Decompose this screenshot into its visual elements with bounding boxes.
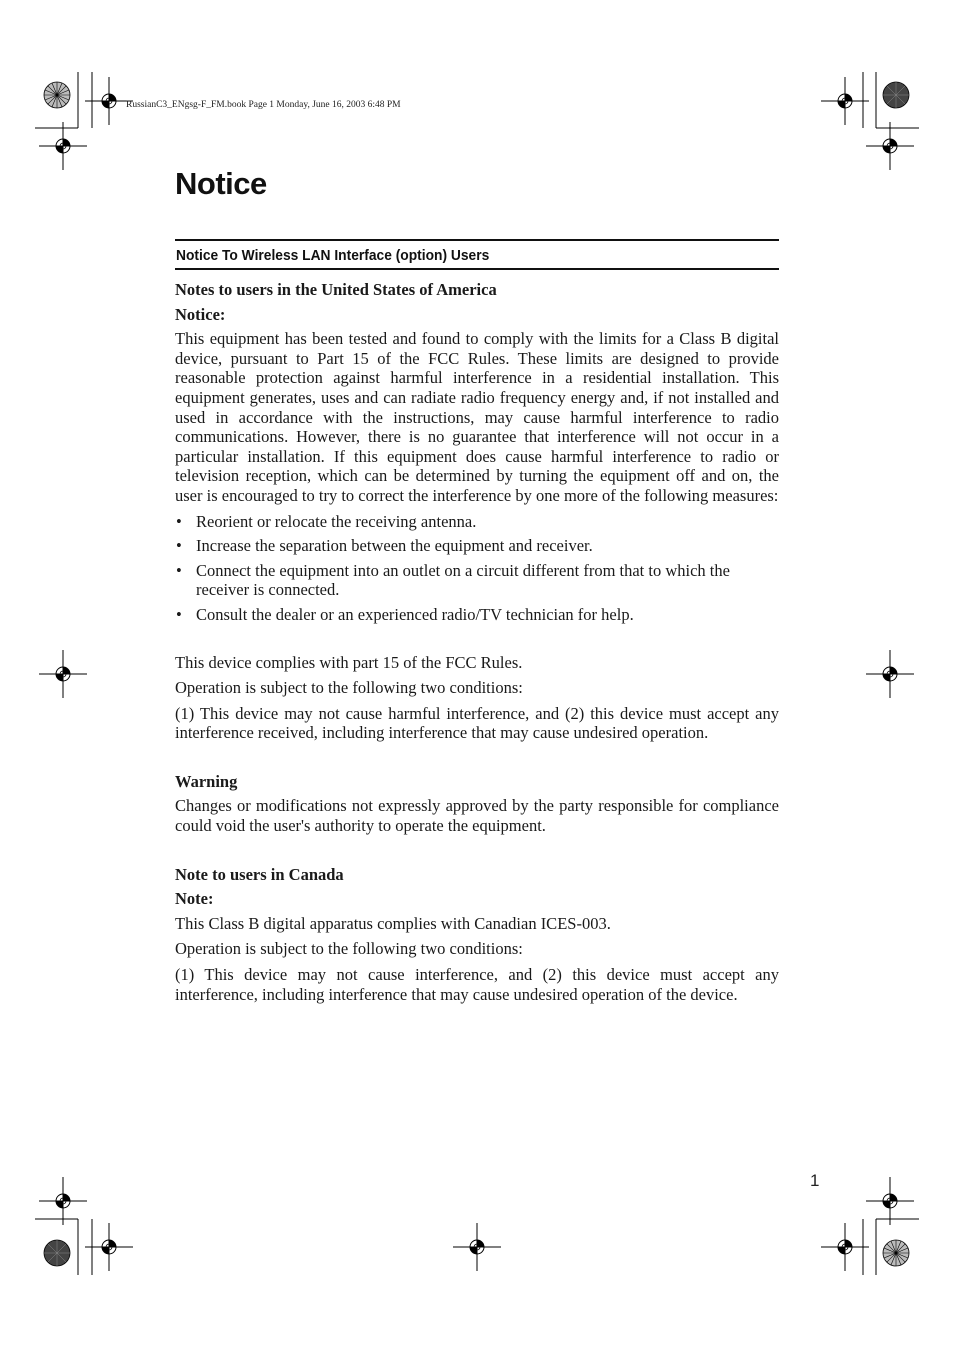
usa-paragraph: This equipment has been tested and found to comply with the limits for a Class B digital device, pursuant to Part 15 of the FCC Rules. These limits are designed to provide reasonable protection against harmful interference in a residential installation. This equipment generates, uses and can radiate radio frequency energy and, if not installed and used in accordance with the instructions, may cause harmful interference to radio communications. However, there is no guarantee that interference will not occur in a particular installation. If this equipment does cause harmful interference to radio or television reception, which can be determined by turning the equipment off and on, the user is encouraged to try to correct the interference by one more of the following measures: (175, 329, 779, 505)
color-target-bottom-left (44, 1240, 70, 1266)
bullet-icon: • (176, 536, 182, 556)
canada-conditions: (1) This device may not cause interference, and (2) this device must accept any interference, including interference that may cause undesired operation of the device. (175, 965, 779, 1004)
notice-body (175, 280, 779, 1010)
section-title-bar (175, 239, 779, 270)
section-title: Notice To Wireless LAN Interface (option) Users (176, 247, 490, 264)
page-number: 1 (810, 1171, 820, 1190)
registration-mark (39, 1177, 87, 1225)
warning-heading: Warning (175, 771, 238, 791)
measures-list (175, 512, 779, 625)
usa-notice-label: Notice: (175, 304, 226, 324)
color-target-top-right (883, 82, 909, 108)
bullet-icon: • (176, 604, 182, 624)
registration-mark (866, 122, 914, 170)
list-item: • Reorient or relocate the receiving antenna. (176, 511, 477, 531)
registration-mark (453, 1223, 501, 1271)
canada-note-label: Note: (175, 889, 214, 909)
registration-mark (39, 650, 87, 698)
warning-text: Changes or modifications not expressly approved by the party responsible for compliance could void the user's authority to operate the equipment. (175, 796, 779, 836)
registration-mark (866, 1177, 914, 1225)
registration-mark (866, 650, 914, 698)
registration-mark (39, 122, 87, 170)
registration-mark (821, 1223, 869, 1271)
book-header: RussianC3_ENgsg-F_FM.book Page 1 Monday, June 16, 2003 6:48 PM (126, 100, 401, 110)
canada-compliance: This Class B digital apparatus complies with Canadian ICES-003. (175, 913, 611, 933)
page-title: Notice (175, 166, 267, 201)
list-item: • Connect the equipment into an outlet on a circuit different from that to which the receiver is connected. (176, 560, 730, 600)
bullet-icon: • (176, 511, 182, 531)
usa-conditions-intro: Operation is subject to the following two conditions: (175, 678, 523, 698)
canada-conditions-intro: Operation is subject to the following two conditions: (175, 939, 523, 959)
usa-conditions: (1) This device may not cause harmful interference, and (2) this device must accept any interference received, including interference that may cause undesired operation. (175, 703, 779, 743)
bullet-icon: • (176, 560, 182, 580)
list-item: • Increase the separation between the equipment and receiver. (176, 536, 593, 556)
list-item: • Consult the dealer or an experienced radio/TV technician for help. (176, 604, 634, 624)
canada-heading: Note to users in Canada (175, 864, 344, 884)
registration-mark (821, 77, 869, 125)
fcc-compliance: This device complies with part 15 of the FCC Rules. (175, 652, 523, 672)
color-target-bottom-right (883, 1240, 909, 1266)
usa-heading: Notes to users in the United States of America (175, 280, 497, 299)
color-target-top-left (44, 82, 70, 108)
